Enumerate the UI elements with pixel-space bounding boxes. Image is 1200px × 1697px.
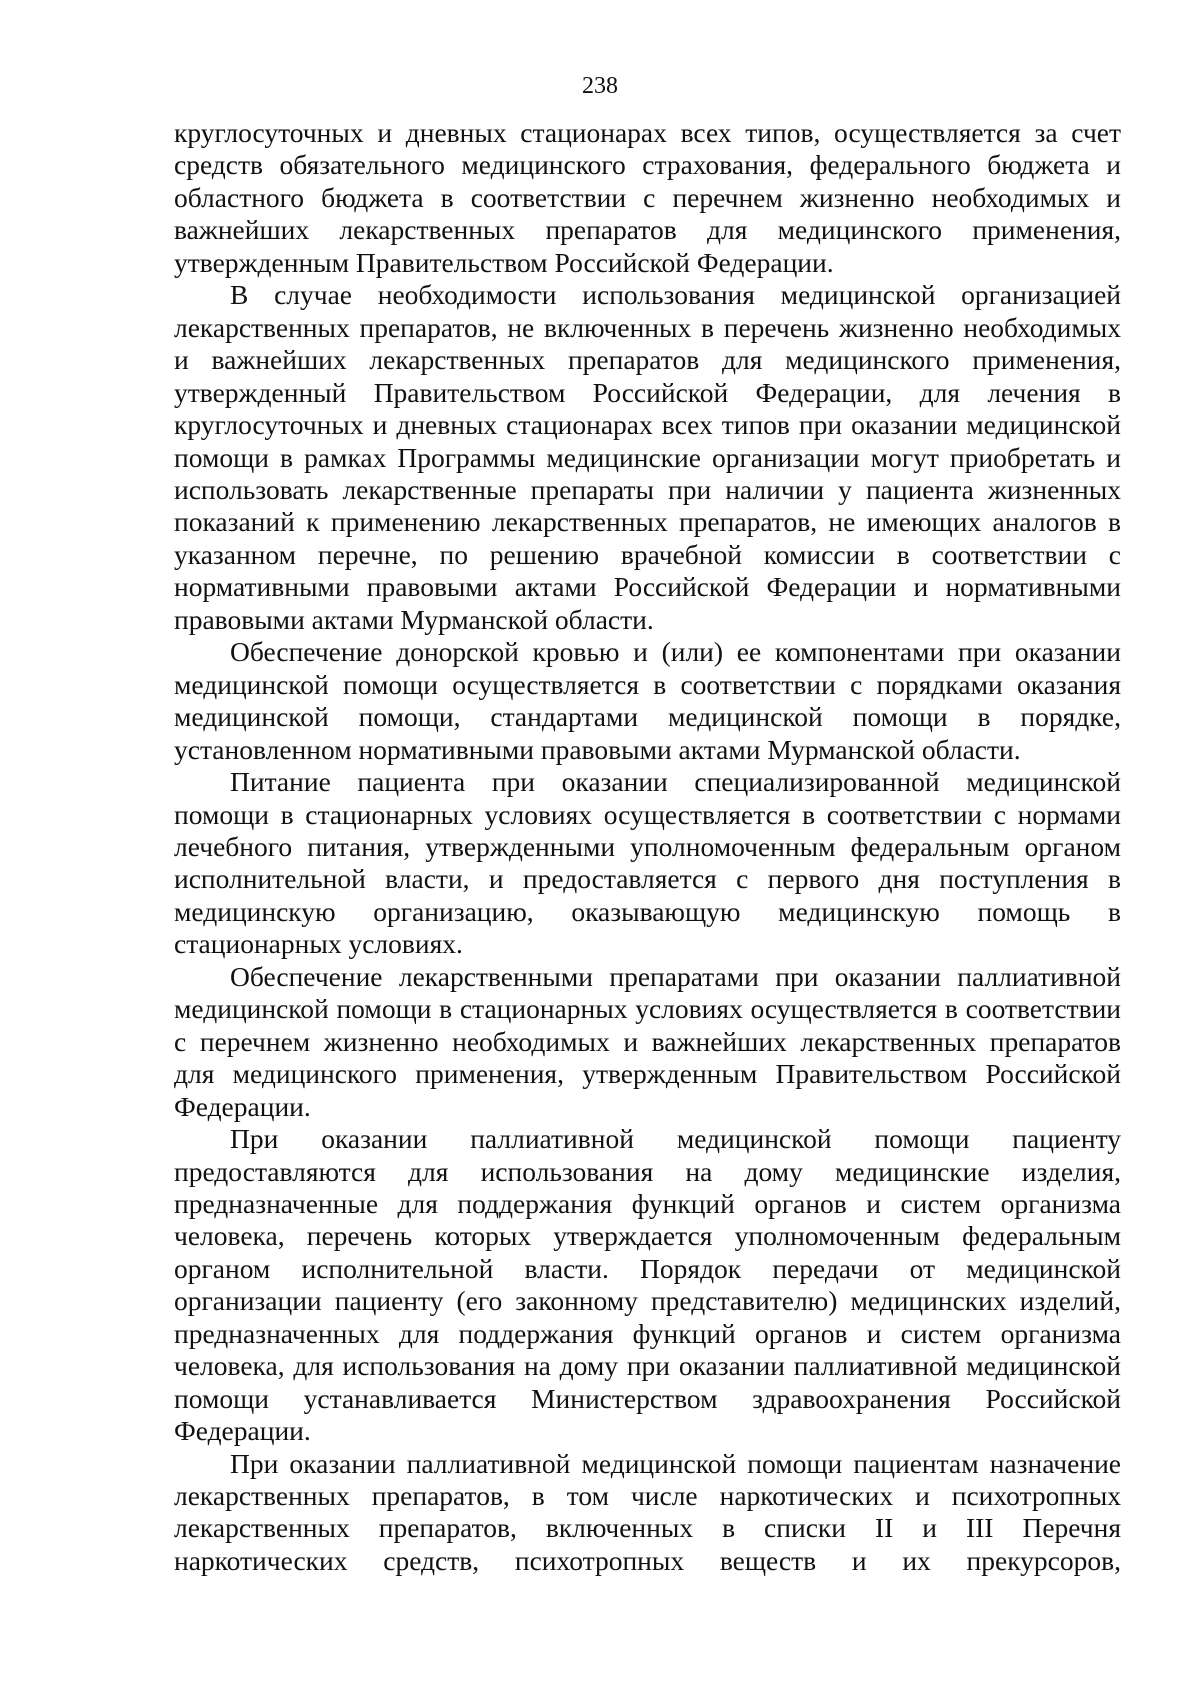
paragraph-non-listed-drugs: В случае необходимости использования медицинской организацией лекарственных препаратов, не включенных в перечень жизненно необходимых и важнейших лекарственных препаратов для медицинского применения, утвержденный Правительством Российской Федерации, для лечения в круглосуточных и дневных стационарах всех типов при оказании медицинской помощи в рамках Программы медицинские организации могут приобретать и использовать лекарственные препараты при наличии у пациента жизненных показаний к применению лекарственных препаратов, не имеющих аналогов в указанном перечне, по решению врачебной комиссии в соответствии с нормативными правовыми актами Российской Федерации и нормативными правовыми актами Мурманской области. [174, 279, 1121, 635]
paragraph-drug-provision-continued: круглосуточных и дневных стационарах всех типов, осуществляется за счет средств обязательного медицинского страхования, федерального бюджета и областного бюджета в соответствии с перечнем жизненно необходимых и важнейших лекарственных препаратов для медицинского применения, утвержденным Правительством Российской Федерации. [174, 117, 1121, 278]
paragraph-narcotic-prescription: При оказании паллиативной медицинской помощи пациентам назначение лекарственных препаратов, в том числе наркотических и психотропных лекарственных препаратов, включенных в списки II и III Перечня наркотических средств, психотропных веществ и их прекурсоров, [174, 1447, 1121, 1576]
paragraph-palliative-drugs: Обеспечение лекарственными препаратами при оказании паллиативной медицинской помощи в стационарных условиях осуществляется в соответствии с перечнем жизненно необходимых и важнейших лекарственных препаратов для медицинского применения, утвержденным Правительством Российской Федерации. [174, 960, 1121, 1122]
paragraph-donor-blood: Обеспечение донорской кровью и (или) ее компонентами при оказании медицинской помощи осуществляется в соответствии с порядками оказания медицинской помощи, стандартами медицинской помощи в порядке, установленном нормативными правовыми актами Мурманской области. [174, 636, 1121, 765]
paragraph-palliative-medical-devices: При оказании паллиативной медицинской помощи пациенту предоставляются для использования на дому медицинские изделия, предназначенные для поддержания функций органов и систем организма человека, перечень которых утверждается уполномоченным федеральным органом исполнительной власти. Порядок передачи от медицинской организации пациенту (его законному представителю) медицинских изделий, предназначенных для поддержания функций органов и систем организма человека, для использования на дому при оказании паллиативной медицинской помощи устанавливается Министерством здравоохранения Российской Федерации. [174, 1123, 1121, 1447]
document-body [174, 117, 1121, 1577]
paragraph-patient-nutrition: Питание пациента при оказании специализированной медицинской помощи в стационарных условиях осуществляется в соответствии с нормами лечебного питания, утвержденными уполномоченным федеральным органом исполнительной власти, и предоставляется с первого дня поступления в медицинскую организацию, оказывающую медицинскую помощь в стационарных условиях. [174, 766, 1121, 960]
page-number: 238 [582, 73, 618, 99]
